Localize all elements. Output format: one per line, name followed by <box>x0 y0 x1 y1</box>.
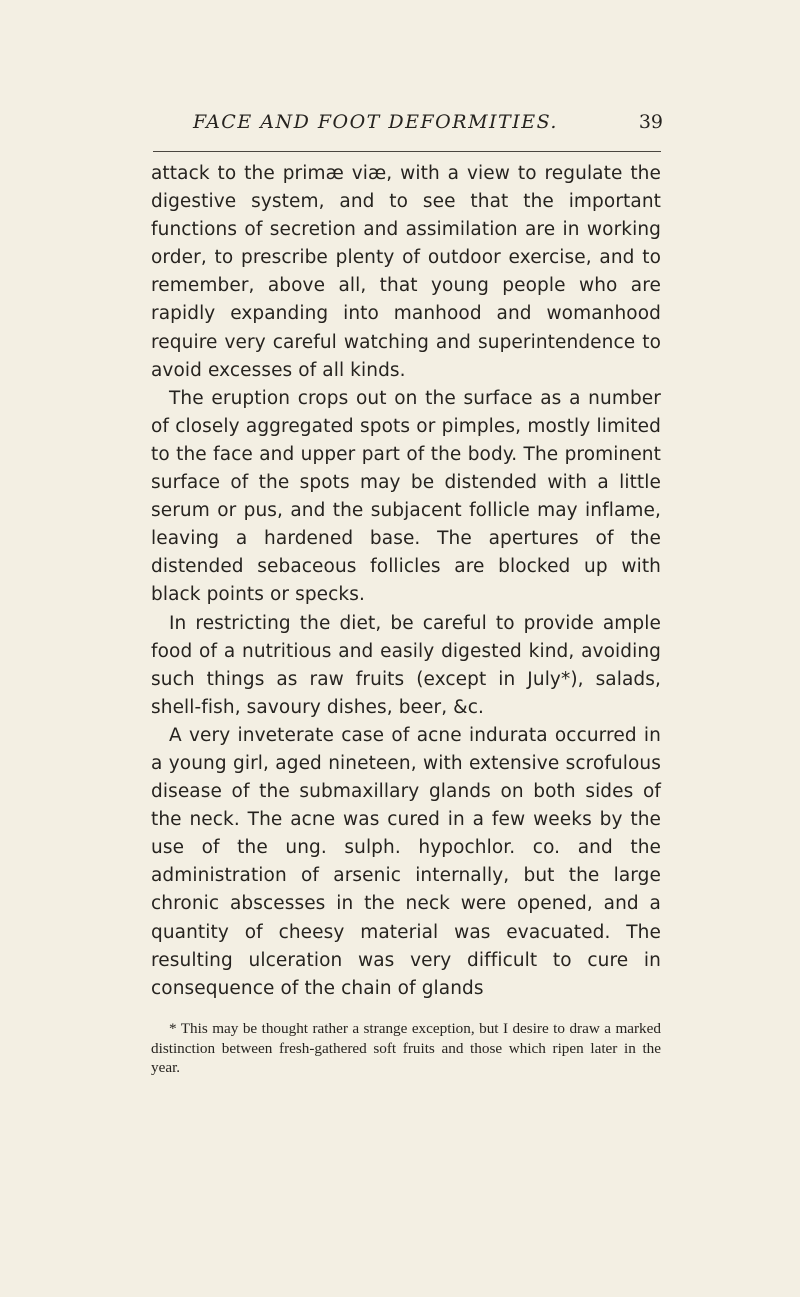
header-rule <box>153 151 661 152</box>
paragraph: The eruption crops out on the surface as a number of closely aggregated spots or pimples, mostly limited to the face and upper part of the body. The prominent surface of the spots may be distended with a little serum or pus, and the subjacent follicle may inflame, leaving a hardened base. The apertures of the distended sebaceous follicles are blocked up with black points or specks. <box>151 387 661 606</box>
footnote: * This may be thought rather a strange exception, but I desire to draw a marked distinction between fresh-gathered soft fruits and those which ripen later in the year. <box>151 1020 661 1076</box>
paragraph: In restricting the diet, be careful to provide ample food of a nutritious and easily digested kind, avoiding such things as raw fruits (except in July*), salads, shell-fish, savoury dishes, beer, &c. <box>151 612 661 718</box>
page-number: 39 <box>638 111 663 133</box>
paragraph: attack to the primæ viæ, with a view to regulate the digestive system, and to see that the important functions of secretion and assimilation are in working order, to prescribe plenty of outdoor exercise, and to remember, above all, that young people who are rapidly expanding into manhood and womanhood require very careful watching and superintendence to avoid excesses of all kinds. <box>151 163 661 381</box>
body-text <box>151 160 661 1003</box>
paragraph: A very inveterate case of acne indurata occurred in a young girl, aged nineteen, with extensive scrofulous disease of the submaxillary glands on both sides of the neck. The acne was cured in a few weeks by the use of the ung. sulph. hypochlor. co. and the administration of arsenic internally, but the large chronic abscesses in the neck were opened, and a quantity of cheesy material was evacuated. The resulting ulceration was very difficult to cure in consequence of the chain of glands <box>151 724 661 999</box>
running-head <box>153 110 663 144</box>
running-title: FACE AND FOOT DEFORMITIES. <box>193 111 558 133</box>
